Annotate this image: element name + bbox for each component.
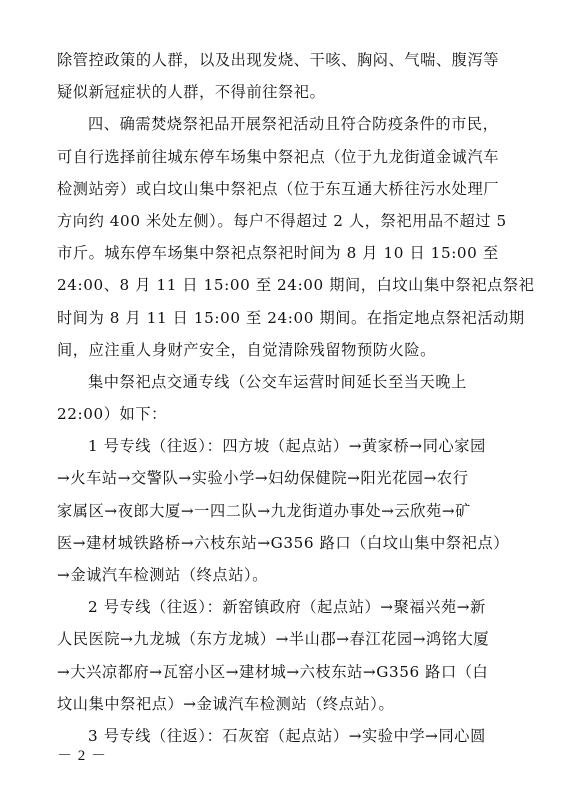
text-line: 可自行选择前往城东停车场集中祭祀点（位于九龙街道金诚汽车 <box>57 147 500 166</box>
text-line: 除管控政策的人群，以及出现发烧、干咳、胸闷、气喘、腹泻等 <box>57 51 500 69</box>
text-line: 家属区→夜郎大厦→一四二队→九龙街道办事处→云欣苑→矿 <box>57 501 471 520</box>
text-line: 24:00、8 月 11 日 15:00 至 24:00 期间，白坟山集中祭祀点祭祀 <box>57 276 535 295</box>
text-line: 间，应注重人身财产安全，自觉清除残留物预防火险。 <box>57 340 436 359</box>
text-line: 1 号专线（往返）：四方坡（起点站）→黄家桥→同心家园 <box>88 437 486 456</box>
text-line: 2 号专线（往返）：新窑镇政府（起点站）→聚福兴苑→新 <box>88 598 486 617</box>
text-line: 坟山集中祭祀点）→金诚汽车检测站（终点站）。 <box>57 694 395 713</box>
text-line: 方向约 400 米处左侧）。每户不得超过 2 人，祭祀用品不超过 5 <box>57 211 507 230</box>
text-line: →金诚汽车检测站（终点站）。 <box>57 566 268 584</box>
document-body <box>57 44 535 752</box>
text-line: 市斤。城东停车场集中祭祀点祭祀时间为 8 月 10 日 15:00 至 <box>57 244 499 263</box>
page-number: － 2 － <box>57 748 108 764</box>
text-line: 3 号专线（往返）：石灰窑（起点站）→实验中学→同心圆 <box>88 726 486 745</box>
text-line: 疑似新冠症状的人群，不得前往祭祀。 <box>57 83 326 102</box>
text-line: 检测站旁）或白坟山集中祭祀点（位于东互通大桥往污水处理厂 <box>57 179 500 198</box>
text-line: 人民医院→九龙城（东方龙城）→半山郡→春江花园→鸿铭大厦 <box>57 630 490 649</box>
text-line: 四、确需焚烧祭祀品开展祭祀活动且符合防疫条件的市民， <box>88 115 499 134</box>
text-line: 22:00）如下： <box>57 405 167 424</box>
text-line: 时间为 8 月 11 日 15:00 至 24:00 期间。在指定地点祭祀活动期 <box>57 308 525 327</box>
text-line: 医→建材城铁路桥→六枝东站→G356 路口（白坟山集中祭祀点） <box>57 533 510 552</box>
text-line: →火车站→交警队→实验小学→妇幼保健院→阳光花园→农行 <box>57 469 469 488</box>
text-line: →大兴凉都府→瓦窑小区→建材城→六枝东站→G356 路口（白 <box>57 662 489 681</box>
text-line: 集中祭祀点交通专线（公交车运营时间延长至当天晚上 <box>88 372 467 391</box>
